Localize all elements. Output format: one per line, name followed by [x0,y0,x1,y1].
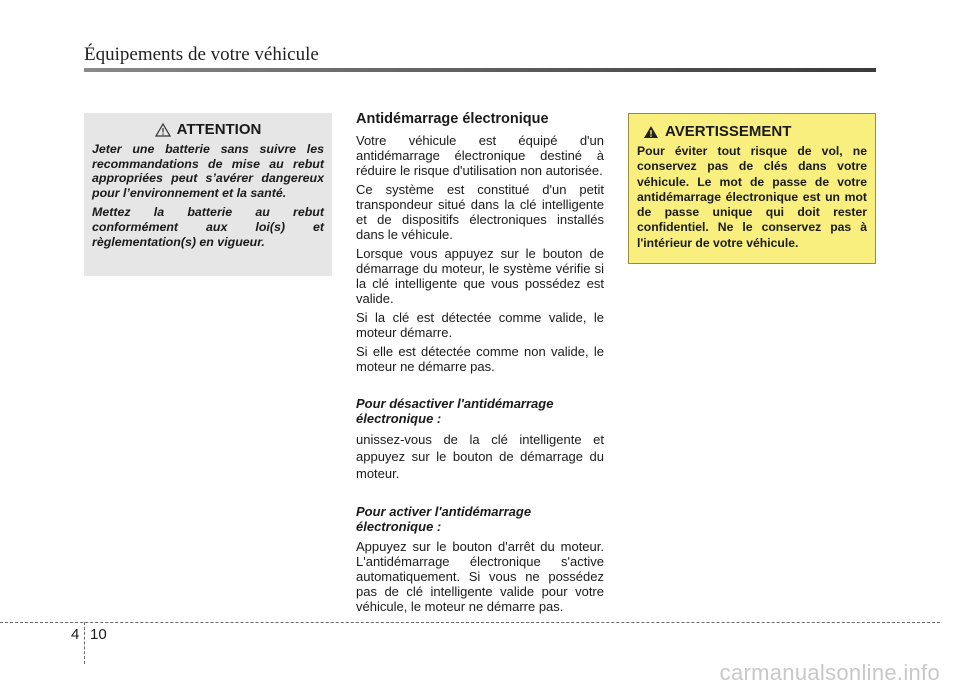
activate-text: Appuyez sur le bouton d'arrêt du moteur. L'antidémarrage électronique s'active automatiquement. Si vous ne possédez pas de clé intelligente valide pour votre véhicule, le moteur ne démarre pas. [356,539,604,614]
deactivate-text: unissez-vous de la clé intelligente et appuyez sur le bouton de démarrage du moteur. [356,432,604,481]
footer-page-number: 10 [90,626,107,643]
warning-heading-text: AVERTISSEMENT [665,123,792,140]
warning-text: Pour éviter tout risque de vol, ne conservez pas de clés dans votre véhicule. Le mot de passe de votre antidémarrage électronique est un mot de passe unique qui doit rester confidentiel. Ne le conservez pas à l'intérieur de votre véhicule. [637,144,867,250]
page-header-title: Équipements de votre véhicule [84,44,319,65]
footer-vertical-rule [84,622,85,664]
footer-chapter-number: 4 [71,626,80,643]
footer-dashed-rule [0,622,940,623]
body-paragraph-1: Votre véhicule est équipé d'un antidémarrage électronique destiné à réduire le risque d'utilisation non autorisée. [356,133,604,178]
warning-triangle-filled-icon [643,125,659,139]
attention-paragraph-1: Jeter une batterie sans suivre les recommandations de mise au rebut appropriées peut s’avérer dangereux pour l’environnement et la santé. [92,142,324,200]
attention-heading-text: ATTENTION [176,121,262,138]
attention-heading [92,121,324,138]
body-paragraph-2: Ce système est constitué d'un petit transpondeur situé dans la clé intelligente et de dispositifs électroniques installés dans le véhicule. [356,182,604,242]
body-paragraph-4: Si la clé est détectée comme valide, le moteur démarre. [356,310,604,340]
attention-box [84,113,332,276]
warning-heading [637,123,867,140]
watermark: carmanualsonline.info [719,660,940,685]
attention-paragraph-2: Mettez la batterie au rebut conformément aux loi(s) et règlementation(s) en vigueur. [92,205,324,249]
body-paragraph-3: Lorsque vous appuyez sur le bouton de démarrage du moteur, le système vérifie si la clé intelligente que vous possédez est valide. [356,246,604,306]
main-column [356,112,604,618]
activate-subheading: Pour activer l'antidémarrage électronique : [356,504,532,534]
section-title: Antidémarrage électronique [356,111,549,127]
warning-triangle-outline-icon [155,123,171,137]
warning-box [628,113,876,264]
body-paragraph-5: Si elle est détectée comme non valide, le moteur ne démarre pas. [356,344,604,374]
header-rule [84,68,876,72]
deactivate-subheading: Pour désactiver l'antidémarrage électronique : [356,396,554,426]
